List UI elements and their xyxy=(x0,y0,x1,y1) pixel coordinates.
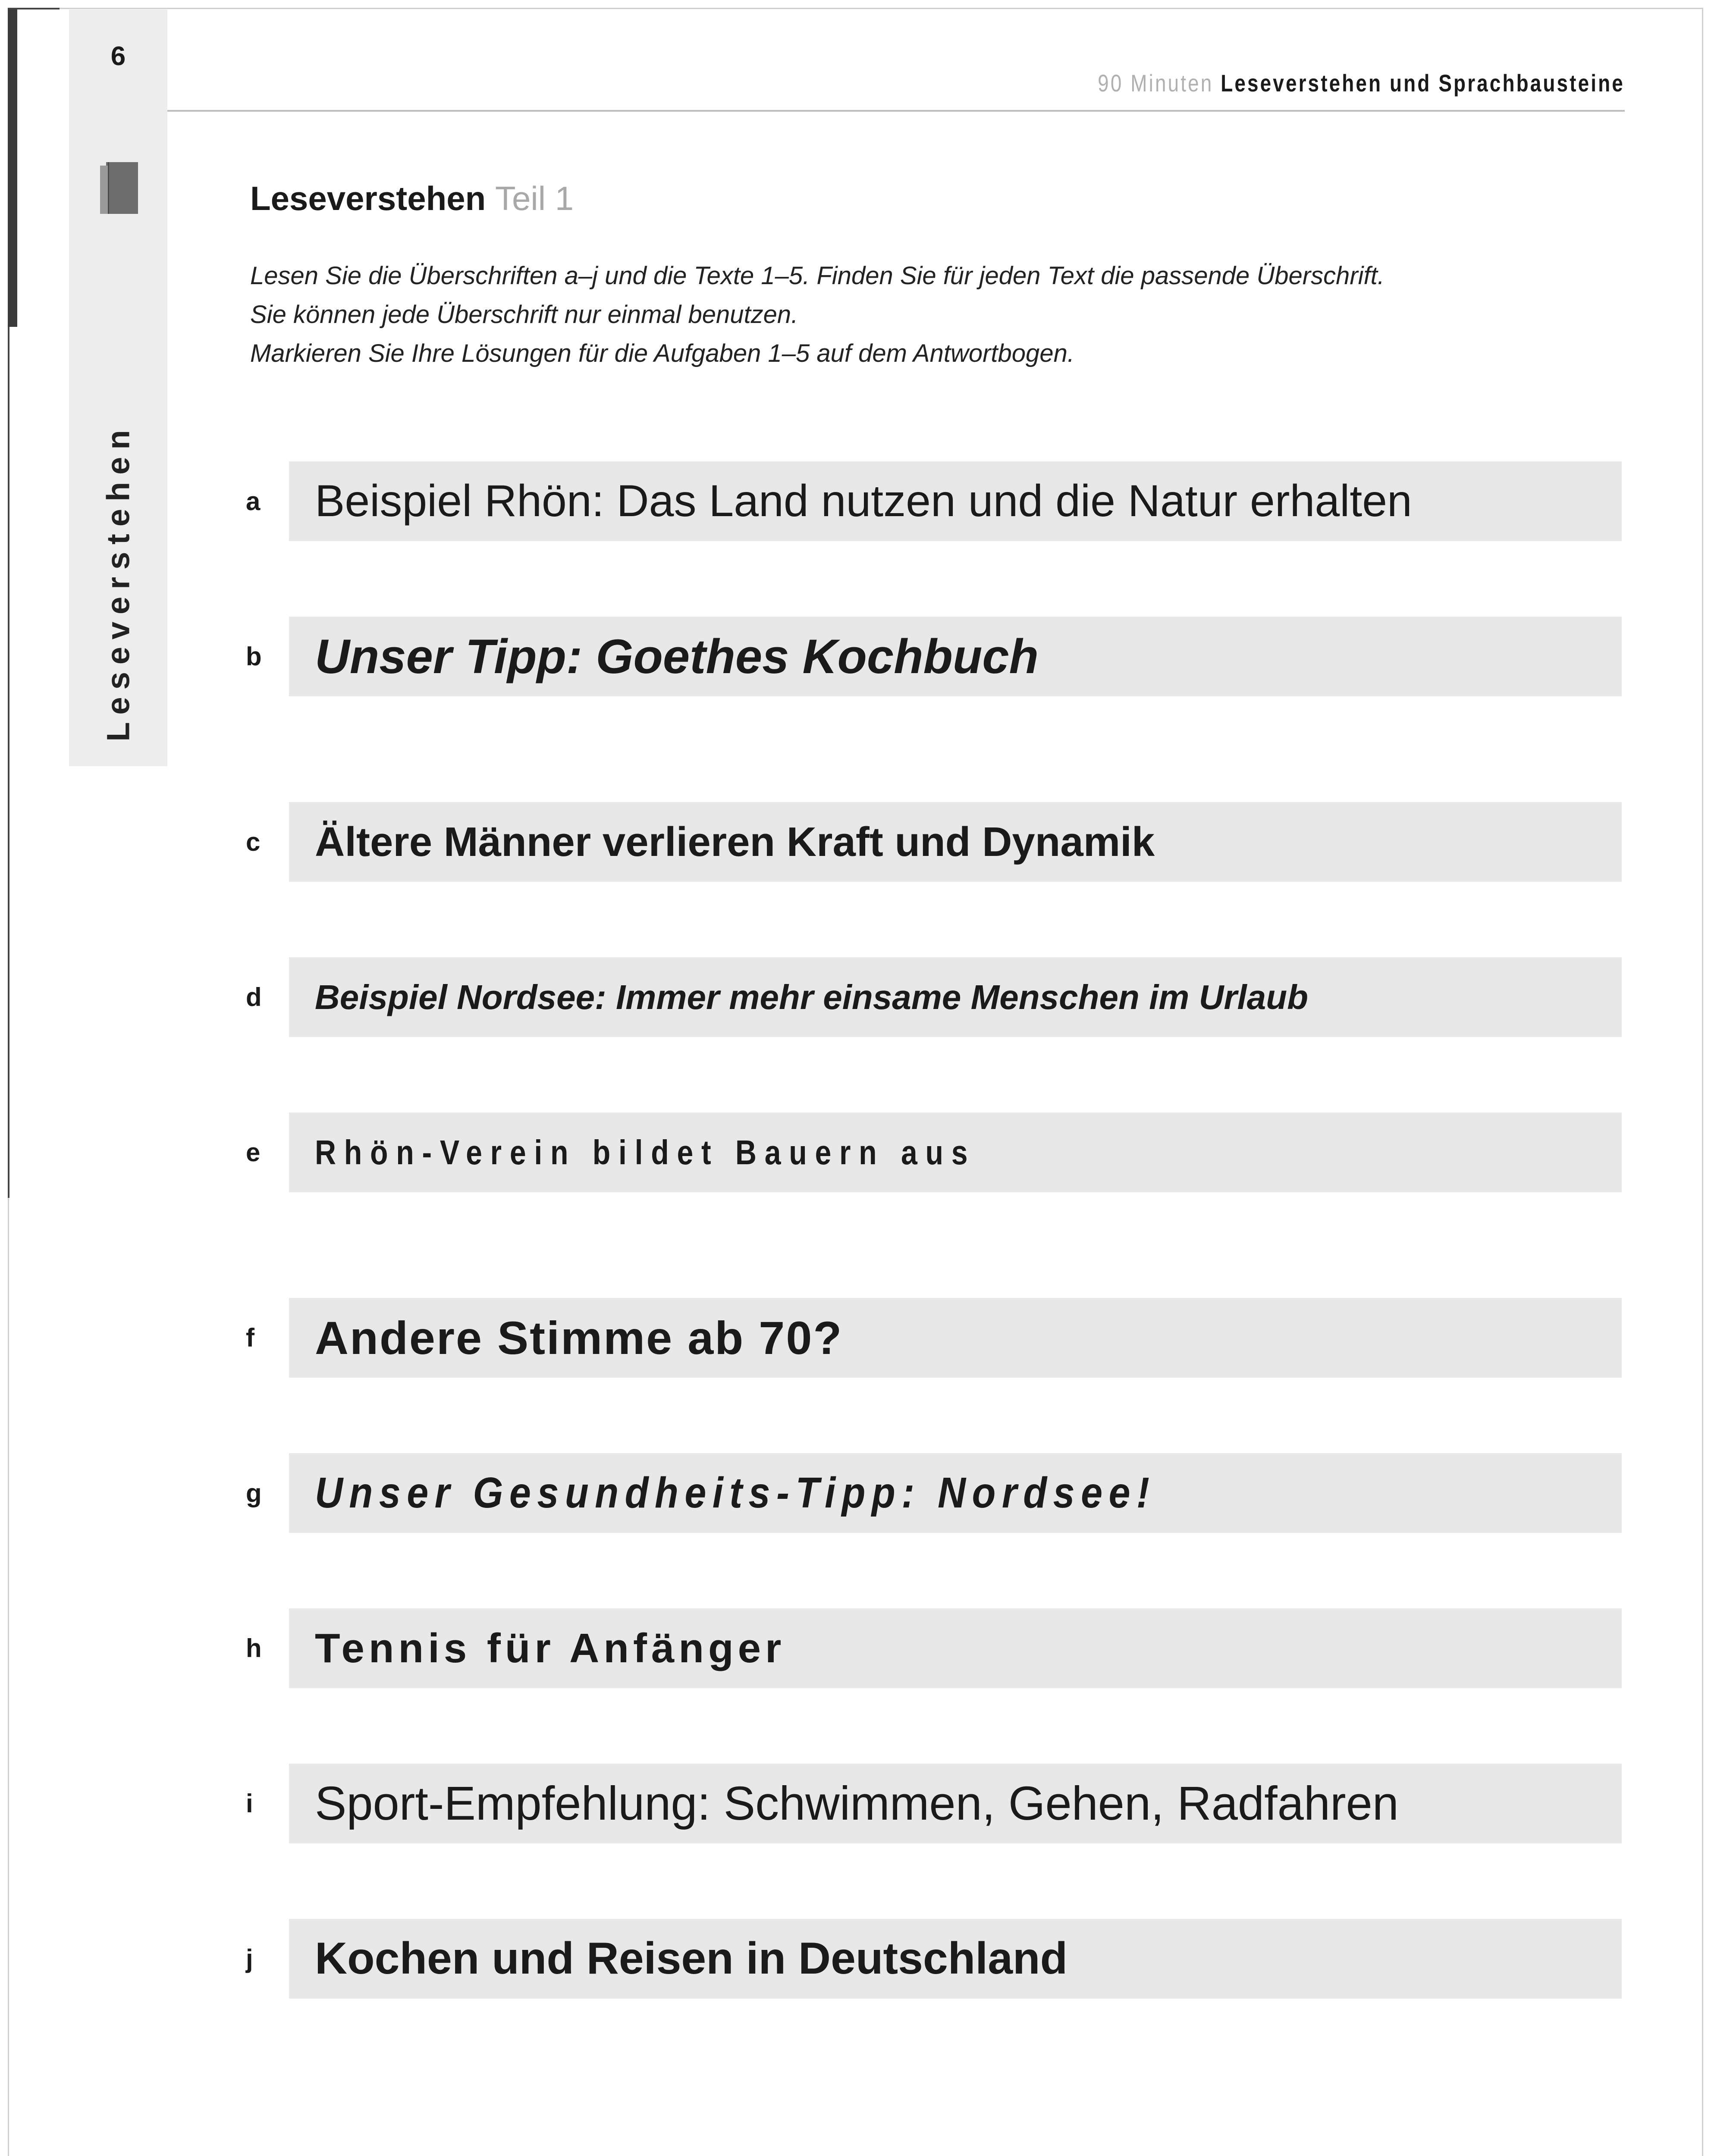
heading-text: Sport-Empfehlung: Schwimmen, Gehen, Radfahren xyxy=(315,1777,1399,1830)
heading-bar xyxy=(289,1298,1622,1378)
heading-bar xyxy=(289,1608,1622,1688)
heading-letter: j xyxy=(246,1944,253,1973)
heading-text: Rhön-Verein bildet Bauern aus xyxy=(315,1133,976,1172)
heading-text: Ältere Männer verlieren Kraft und Dynamik xyxy=(315,818,1155,865)
instructions xyxy=(250,257,1384,373)
heading-text: Unser Tipp: Goethes Kochbuch xyxy=(315,630,1039,683)
running-header xyxy=(1098,69,1625,97)
instruction-line: Markieren Sie Ihre Lösungen für die Aufgaben 1–5 auf dem Antwortbogen. xyxy=(250,339,1074,367)
heading-text: Kochen und Reisen in Deutschland xyxy=(315,1934,1068,1984)
heading-letter: a xyxy=(246,487,261,516)
heading-bar xyxy=(289,617,1622,696)
book-icon xyxy=(98,160,140,216)
heading-item-a xyxy=(233,461,1622,541)
heading-bar xyxy=(289,461,1622,541)
heading-item-d xyxy=(233,957,1622,1037)
heading-letter: c xyxy=(246,827,261,856)
heading-letter: f xyxy=(246,1323,254,1352)
heading-bar xyxy=(289,1764,1622,1843)
corner-mark xyxy=(8,8,60,9)
instruction-line: Sie können jede Überschrift nur einmal benutzen. xyxy=(250,301,798,329)
instruction-line: Lesen Sie die Überschriften a–j und die Texte 1–5. Finden Sie für jeden Text die passende Überschrift. xyxy=(250,262,1384,290)
heading-letter: e xyxy=(246,1138,261,1167)
heading-bar xyxy=(289,802,1622,882)
section-title-part: Teil 1 xyxy=(495,179,574,217)
section-title-main: Leseverstehen xyxy=(250,179,486,217)
heading-text: Tennis für Anfänger xyxy=(315,1625,786,1671)
heading-item-f xyxy=(233,1298,1622,1378)
heading-letter: b xyxy=(246,642,262,671)
heading-item-g xyxy=(233,1453,1622,1533)
heading-bar xyxy=(289,1453,1622,1533)
heading-letter: g xyxy=(246,1479,262,1507)
heading-text: Beispiel Nordsee: Immer mehr einsame Menschen im Urlaub xyxy=(315,978,1309,1016)
section-title xyxy=(250,179,574,218)
heading-item-i xyxy=(233,1764,1622,1843)
heading-item-e xyxy=(233,1112,1622,1192)
heading-bar xyxy=(289,957,1622,1037)
heading-letter: h xyxy=(246,1634,262,1663)
header-time: 90 Minuten xyxy=(1098,69,1214,97)
heading-letter: d xyxy=(246,983,262,1012)
header-rule xyxy=(167,110,1625,112)
heading-text: Unser Gesundheits-Tipp: Nordsee! xyxy=(315,1469,1156,1517)
binding-shadow xyxy=(8,8,17,327)
heading-item-j xyxy=(233,1919,1622,1999)
heading-bar xyxy=(289,1919,1622,1999)
side-label-text: Leseverstehen xyxy=(100,423,136,742)
heading-bar xyxy=(289,1112,1622,1192)
side-section-label xyxy=(69,423,167,742)
heading-letter: i xyxy=(246,1789,253,1818)
heading-item-c xyxy=(233,802,1622,882)
heading-item-b xyxy=(233,617,1622,696)
header-title: Leseverstehen und Sprachbausteine xyxy=(1221,69,1625,97)
page-number: 6 xyxy=(110,41,126,71)
heading-item-h xyxy=(233,1608,1622,1688)
heading-text: Andere Stimme ab 70? xyxy=(315,1312,843,1364)
heading-text: Beispiel Rhön: Das Land nutzen und die Natur erhalten xyxy=(315,476,1412,526)
